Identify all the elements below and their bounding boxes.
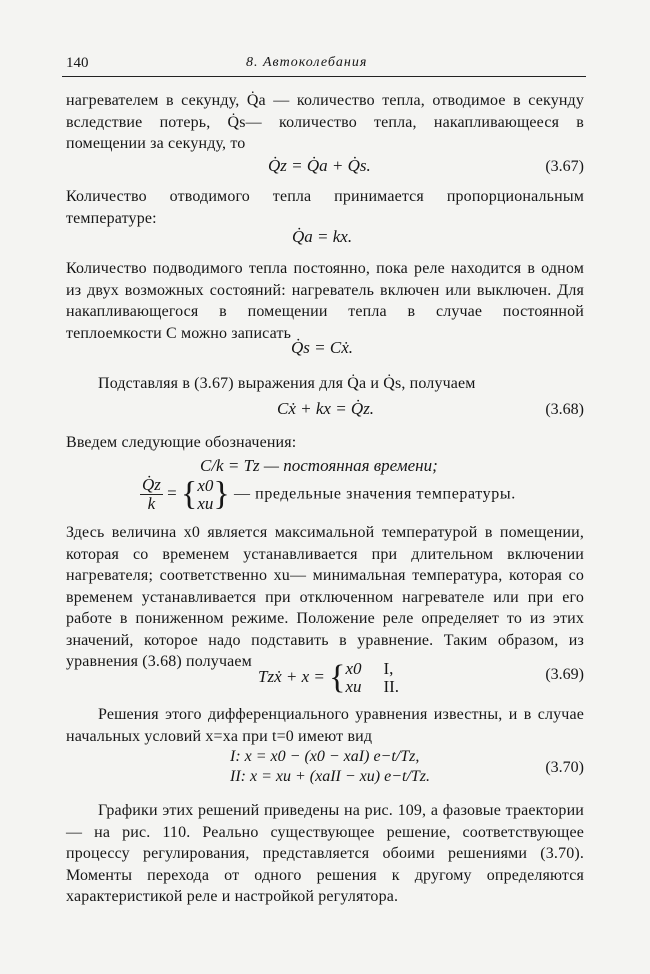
fraction-qz-over-k: $\frac{Q̇z}{k}$ — [142, 475, 161, 513]
definition-time-constant: C/k = Tz — постоянная времени; — [200, 456, 438, 475]
equation-3-70-line1: I: x = x0 − (x0 − xaI) e−t/Tz, — [230, 748, 420, 765]
left-brace: { — [181, 475, 198, 513]
paragraph-solutions: Решения этого дифференциального уравнения известны, и в случае начальных условий x=xa при t=0 имеют вид — [66, 706, 584, 745]
equation-number-3-67: (3.67) — [545, 158, 584, 175]
paragraph-heat-removal: Количество отводимого тепла принимается пропорциональным температуре: — [66, 188, 584, 227]
equation-3-69: Tzẋ + x = { x0 I, xu II. — [258, 659, 400, 696]
right-brace: } — [213, 475, 230, 513]
paragraph-substitution: Подставляя в (3.67) выражения для Q̇a и Q̇s, получаем — [98, 375, 476, 392]
paragraph-notation: Введем следующие обозначения: — [66, 434, 297, 451]
definition-limit-values: $\frac{Q̇z}{k}$ = { x0 xu } — предельные значения температуры. — [142, 475, 516, 513]
chapter-title: 8. Автоколебания — [246, 55, 368, 70]
header-rule — [62, 76, 586, 77]
paragraph-heat-definitions: нагревателем в секунду, Q̇a — количество тепла, отводимое в секунду вследствие потерь, Q̇s— количество тепла, накапливающееся в помещении за секунду, то — [66, 92, 584, 152]
equation-number-3-69: (3.69) — [545, 666, 584, 683]
page-number: 140 — [66, 55, 89, 71]
paragraph-graphs: Графики этих решений приведены на рис. 109, а фазовые траектории — на рис. 110. Реально существующее решение, соответствующее процессу регулирования, представляется обоими решениями (3.70). Моменты перехода от одного решения к другому определяются характеристикой реле и настройкой регулятора. — [66, 802, 584, 905]
equation-3-68: Cẋ + kx = Q̇z. — [277, 399, 375, 418]
limit-values-stack: x0 xu — [197, 475, 214, 513]
brace-icon: { — [329, 659, 346, 696]
equation-number-3-70: (3.70) — [545, 759, 584, 776]
equation-number-3-68: (3.68) — [545, 401, 584, 418]
equation-3-70-line2: II: x = xu + (xaII − xu) e−t/Tz. — [230, 768, 431, 785]
page-header — [66, 55, 586, 75]
equation-3-67: Q̇z = Q̇a + Q̇s. — [268, 156, 371, 175]
equation-qs: Q̇s = Cẋ. — [291, 338, 353, 357]
paragraph-limit-explanation: Здесь величина x0 является максимальной температурой в помещении, которая со временем устанавливается при длительном включении нагревателя; соответственно xu— минимальная температура, которая со временем устанавливается при отключенном нагревателе или при его работе в пониженном режиме. Положение реле определяет то из этих значений, которое надо подставить в уравнение. Таким образом, из уравнения (3.68) получаем — [66, 524, 584, 670]
paragraph-heat-supply: Количество подводимого тепла постоянно, пока реле находится в одном из двух возможных состояний: нагреватель включен или выключен. Для накапливающегося в помещении тепла в случае постоянной теплоемкости C можно записать — [66, 260, 584, 342]
cases-stack: x0 I, xu II. — [345, 659, 400, 696]
equation-qa: Q̇a = kx. — [292, 227, 353, 246]
